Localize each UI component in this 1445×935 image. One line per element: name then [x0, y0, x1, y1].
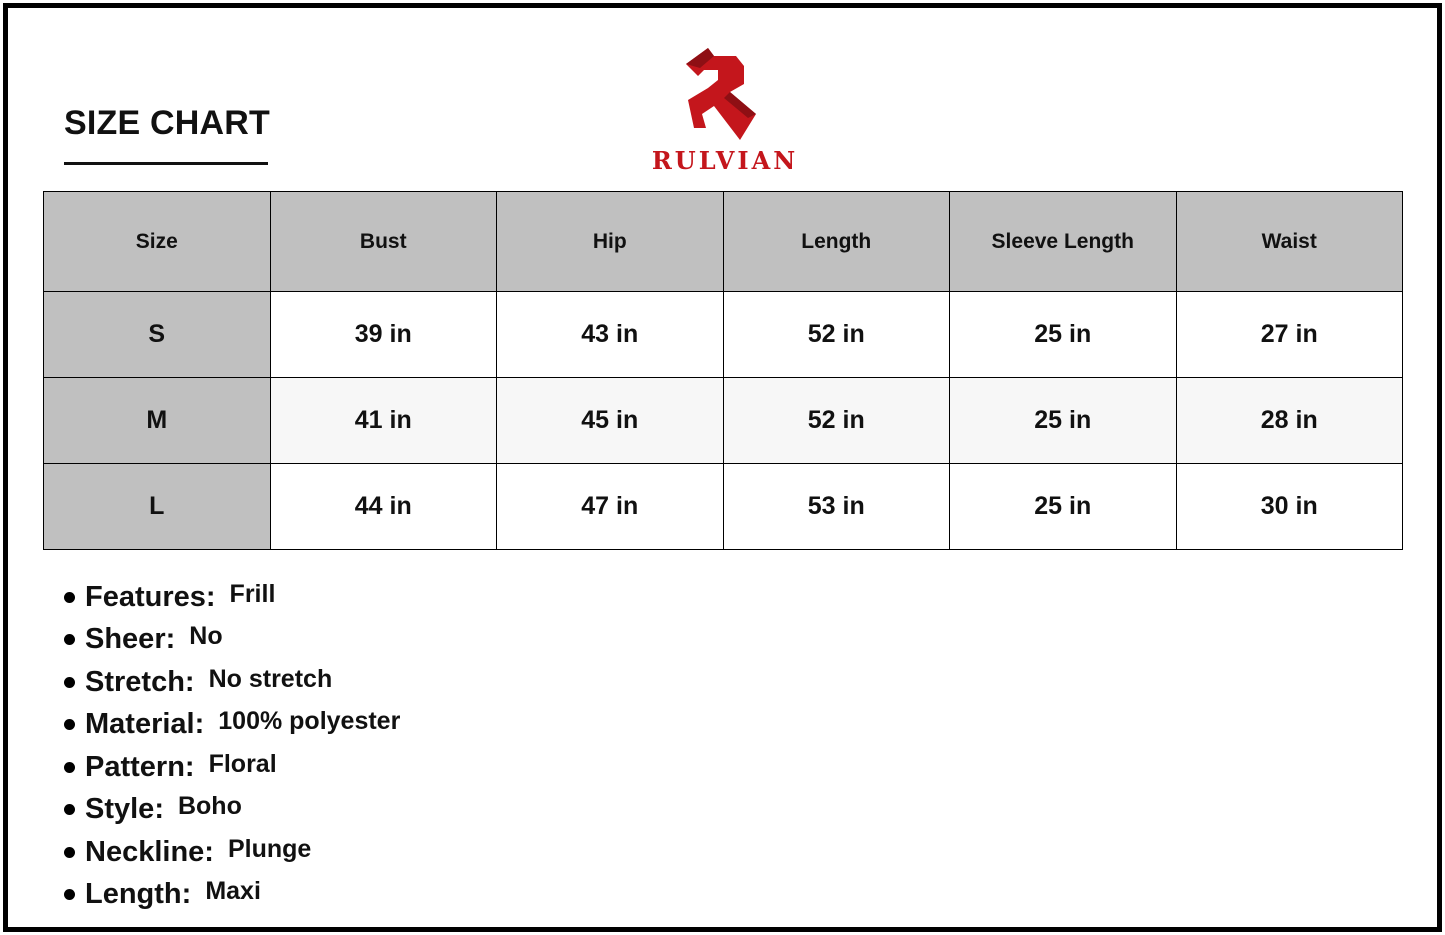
sleeve-length-cell: 25 in — [950, 292, 1177, 378]
bullet-icon — [64, 677, 75, 688]
sleeve-length-cell: 25 in — [950, 378, 1177, 464]
column-header-waist: Waist — [1176, 192, 1403, 292]
hip-cell: 47 in — [497, 464, 724, 550]
feature-value: 100% polyester — [218, 707, 401, 736]
feature-label: Style: — [85, 793, 164, 826]
feature-value: No — [189, 622, 223, 651]
table-header-row — [44, 192, 1403, 292]
column-header-size: Size — [44, 192, 271, 292]
list-item — [64, 619, 400, 662]
column-header-sleeve-length: Sleeve Length — [950, 192, 1177, 292]
length-cell: 52 in — [723, 378, 950, 464]
title-underline — [64, 162, 268, 165]
column-header-bust: Bust — [270, 192, 497, 292]
feature-value: No stretch — [208, 664, 333, 693]
bullet-icon — [64, 889, 75, 900]
list-item — [64, 789, 400, 832]
feature-label: Sheer: — [85, 623, 176, 656]
feature-value: Plunge — [227, 834, 312, 863]
bullet-icon — [64, 847, 75, 858]
list-item — [64, 746, 400, 789]
waist-cell: 30 in — [1176, 464, 1403, 550]
length-cell: 52 in — [723, 292, 950, 378]
bullet-icon — [64, 804, 75, 815]
brand-name: RULVIAN — [651, 146, 799, 175]
column-header-length: Length — [723, 192, 950, 292]
list-item — [64, 704, 400, 747]
feature-label: Pattern: — [85, 750, 195, 783]
bullet-icon — [64, 592, 75, 603]
feature-value: Boho — [177, 792, 242, 821]
size-cell: S — [44, 292, 271, 378]
feature-list — [64, 576, 400, 916]
size-table — [43, 191, 1403, 550]
list-item — [64, 831, 400, 874]
brand-logo — [640, 44, 810, 176]
logo-r-icon — [678, 44, 770, 144]
bullet-icon — [64, 634, 75, 645]
hip-cell: 45 in — [497, 378, 724, 464]
length-cell: 53 in — [723, 464, 950, 550]
sleeve-length-cell: 25 in — [950, 464, 1177, 550]
bust-cell: 41 in — [270, 378, 497, 464]
column-header-hip: Hip — [497, 192, 724, 292]
list-item — [64, 874, 400, 917]
feature-value: Frill — [229, 579, 276, 608]
feature-label: Neckline: — [85, 835, 214, 868]
bust-cell: 39 in — [270, 292, 497, 378]
feature-label: Length: — [85, 878, 192, 911]
feature-label: Material: — [85, 708, 205, 741]
feature-label: Features: — [85, 580, 216, 613]
page-title: SIZE CHART — [64, 104, 270, 142]
feature-value: Maxi — [205, 877, 261, 906]
waist-cell: 27 in — [1176, 292, 1403, 378]
list-item — [64, 661, 400, 704]
list-item — [64, 576, 400, 619]
feature-value: Floral — [208, 749, 277, 778]
size-cell: L — [44, 464, 271, 550]
bust-cell: 44 in — [270, 464, 497, 550]
table-row — [44, 464, 1403, 550]
size-cell: M — [44, 378, 271, 464]
waist-cell: 28 in — [1176, 378, 1403, 464]
bullet-icon — [64, 762, 75, 773]
bullet-icon — [64, 719, 75, 730]
table-row — [44, 378, 1403, 464]
table-row — [44, 292, 1403, 378]
feature-label: Stretch: — [85, 665, 195, 698]
hip-cell: 43 in — [497, 292, 724, 378]
